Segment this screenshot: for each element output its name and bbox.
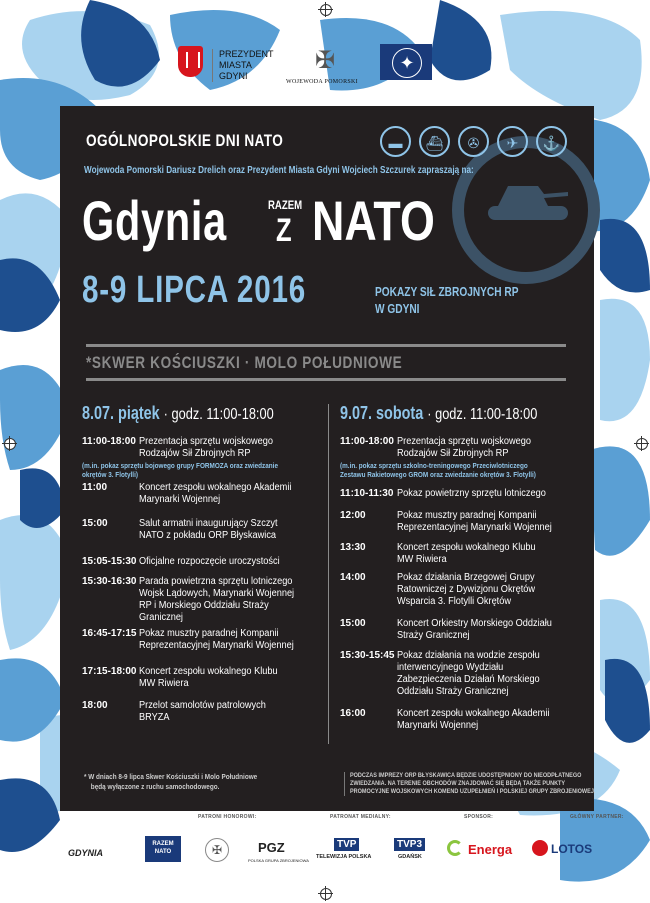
event-time: 15:00 [82,518,108,529]
tvp3-logo: TVP3 [394,838,425,851]
ship-icon: ⚓ [536,126,567,157]
submarine-icon: ⛴ [419,126,450,157]
day1-label: 8.07. piątek [82,403,160,423]
razem-nato-logo: RAZEM NATO [145,836,181,862]
footnote: * W dniach 8-9 lipca Skwer Kościuszki i Molo Południowe będą wyłączone z ruchu samochodowego. [84,772,258,791]
day2-header [340,403,537,424]
tank-small-icon: ▬ [380,126,411,157]
registration-mark [320,4,332,16]
title-nato: NATO [312,189,435,252]
top-title: OGÓLNOPOLSKIE DNI NATO [86,131,284,150]
event-time: 14:00 [340,572,366,583]
pokazy-subtitle: POKAZY SIŁ ZBROJNYCH RP W GDYNI [375,284,519,316]
tank-icon [478,176,578,226]
event-time: 15:30-15:45 [340,650,395,661]
gdynia-crest-logo [178,46,203,77]
event-description: Pokaz powietrzny sprzętu lotniczego [397,488,546,499]
event-time: 18:00 [82,700,108,711]
lotos-logo: LOTOS [551,842,593,856]
venue-label: *SKWER KOŚCIUSZKI · MOLO POŁUDNIOWE [86,353,403,372]
event-time: 12:00 [340,510,366,521]
wojewoda-label: WOJEWODA POMORSKI [286,79,358,85]
event-description: Prezentacja sprzętu wojskowego Rodzajów Sił Zbrojnych RP [397,436,531,459]
pgz-logo: PGZ [258,840,285,855]
event-description: Przelot samolotów patrolowych BRYZA [139,700,266,723]
event-note: (m.in. pokaz sprzętu szkolno-treningowego Przeciwlotniczego [340,461,528,470]
event-date: 8-9 LIPCA 2016 [82,269,306,311]
helicopter-icon: ✇ [458,126,489,157]
event-time: 15:30-16:30 [82,576,137,587]
event-description: Pokaz musztry paradnej Kompanii Reprezentacyjnej Marynarki Wojennej [397,510,552,533]
event-description: Pokaz musztry paradnej Kompanii Reprezentacyjnej Marynarki Wojennej [139,628,294,651]
event-description: Koncert zespołu wokalnego Akademii Marynarki Wojennej [397,708,550,731]
sponsor-label: SPONSOR: [464,814,494,820]
patroni-label: PATRONAT MEDIALNY: [330,814,391,820]
event-time: 11:00-18:00 [340,436,394,447]
jet-icon: ✈ [497,126,528,157]
event-time: 15:00 [340,618,366,629]
event-description: Prezentacja sprzętu wojskowego Rodzajów Sił Zbrojnych RP [139,436,273,459]
energa-logo: Energa [468,842,513,857]
glowny-label: GŁÓWNY PARTNER: [570,814,624,820]
main-panel [60,106,594,811]
prezydent-label: PREZYDENT MIASTA GDYNI [212,49,274,82]
gdynia-logo: GDYNIA [68,848,104,858]
title-gdynia: Gdynia [82,189,227,252]
event-time: 16:45-17:15 [82,628,137,639]
header-logos [170,40,470,98]
event-description: Koncert zespołu wokalnego Klubu MW Riwiera [397,542,536,565]
title-z: Z [276,212,292,248]
event-time: 16:00 [340,708,366,719]
footnote-orp: PODCZAS IMPREZY ORP BŁYSKAWICA BĘDZIE UDOSTĘPNIONY DO NIEODPŁATNEGO ZWIEDZANIA. NA TERENIE OBCHODÓW ZNAJDOWAĆ SIĘ BĘDĄ TAKŻE PUNKTY PROMOCYJNE WOJSKOWYCH KOMEND UZUPEŁNIEŃ I POLSKIEJ GRUPY ZBROJENIOWEJ. [344,772,595,796]
branch-icons [380,126,580,160]
event-note: Zestawu Rakietowego GROM oraz zwiedzanie okrętów 3. Flotylli) [340,470,536,479]
title-razem: RAZEM [268,198,303,212]
event-time: 17:15-18:00 [82,666,137,677]
event-time: 15:05-15:30 [82,556,137,567]
eagle-emblem-icon: ✠ [314,47,336,74]
day1-header [82,403,274,424]
event-time: 11:10-11:30 [340,488,394,499]
event-time: 11:00 [82,482,108,493]
tvp-subtitle: TELEWIZJA POLSKA [316,854,372,860]
event-description: Pokaz działania Brzegowej Grupy Ratowniczej z Dywizjonu Okrętów Wsparcia 3. Flotylli Okrętów [397,572,536,607]
column-divider [328,404,329,744]
event-time: 11:00-18:00 [82,436,136,447]
day1-hours: · godz. 11:00-18:00 [163,406,274,423]
eagle-small-icon: ✠ [205,838,229,862]
day2-hours: · godz. 11:00-18:00 [427,406,538,423]
invitation-text: Wojewoda Pomorski Dariusz Drelich oraz Prezydent Miasta Gdyni Wojciech Szczurek zapraszają na: [84,164,474,176]
registration-mark [636,438,648,450]
event-note: (m.in. pokaz sprzętu bojowego grupy FORMOZA oraz zwiedzanie [82,461,278,470]
event-description: Parada powietrzna sprzętu lotniczego Wojsk Lądowych, Marynarki Wojennej RP i Morskiego Oddziału Straży Granicznej [139,576,295,623]
event-description: Koncert zespołu wokalnego Klubu MW Riwiera [139,666,278,689]
energa-icon [447,840,463,856]
sponsors-strip [0,812,650,892]
event-description: Salut armatni inaugurujący Szczyt NATO z pokładu ORP Błyskawica [139,518,278,541]
day2-label: 9.07. sobota [340,403,424,423]
partnerzy-label: PATRONI HONOROWI: [198,814,257,820]
event-description: Koncert zespołu wokalnego Akademii Marynarki Wojennej [139,482,292,505]
event-note: okrętów 3. Flotylli) [82,470,138,479]
lotos-icon [532,840,548,856]
event-description: Oficjalne rozpoczęcie uroczystości [139,556,280,567]
event-description: Pokaz działania na wodzie zespołu interwencyjnego Wydziału Zabezpieczenia Działań Morskiego Oddziału Straży Granicznej [397,650,540,697]
pgz-subtitle: POLSKA GRUPA ZBROJENIOWA [248,858,309,863]
divider [86,344,566,347]
registration-mark [4,438,16,450]
divider [86,378,566,381]
tvp3-subtitle: GDAŃSK [398,854,422,860]
nato-flag-logo: ✦ [380,44,432,80]
event-description: Koncert Orkiestry Morskiego Oddziału Straży Granicznej [397,618,552,641]
event-time: 13:30 [340,542,366,553]
tvp-logo: TVP [334,838,359,851]
